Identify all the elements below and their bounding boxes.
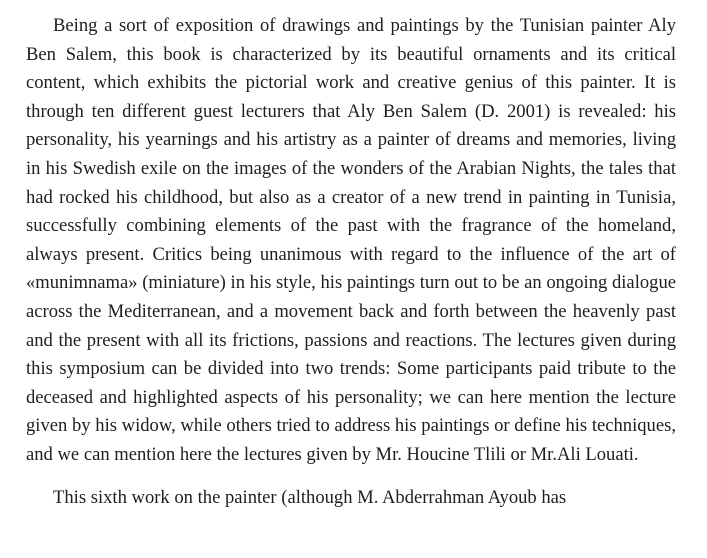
document-page [26, 12, 676, 512]
paragraph-1: Being a sort of exposition of drawings and paintings by the Tunisian painter Aly Ben Salem, this book is characterized by its beautiful ornaments and its critical content, which exhibits the pictorial work and creative genius of this painter. It is through ten different guest lecturers that Aly Ben Salem (D. 2001) is revealed: his personality, his yearnings and his artistry as a painter of dreams and memories, living in his Swedish exile on the images of the wonders of the Arabian Nights, the tales that had rocked his childhood, but also as a creator of a new trend in painting in Tunisia, successfully combining elements of the past with the fragrance of the homeland, always present. Critics being unanimous with regard to the influence of the art of «munimnama» (miniature) in his style, his paintings turn out to be an ongoing dialogue across the Mediterranean, and a movement back and forth between the heavenly past and the present with all its frictions, passions and reactions. The lectures given during this symposium can be divided into two trends: Some participants paid tribute to the deceased and highlighted aspects of his personality; we can here mention the lecture given by his widow, while others tried to address his paintings or define his techniques, and we can mention here the lectures given by Mr. Houcine Tlili or Mr.Ali Louati. [26, 15, 676, 465]
paragraph-2: This sixth work on the painter (although M. Abderrahman Ayoub has [53, 486, 567, 508]
